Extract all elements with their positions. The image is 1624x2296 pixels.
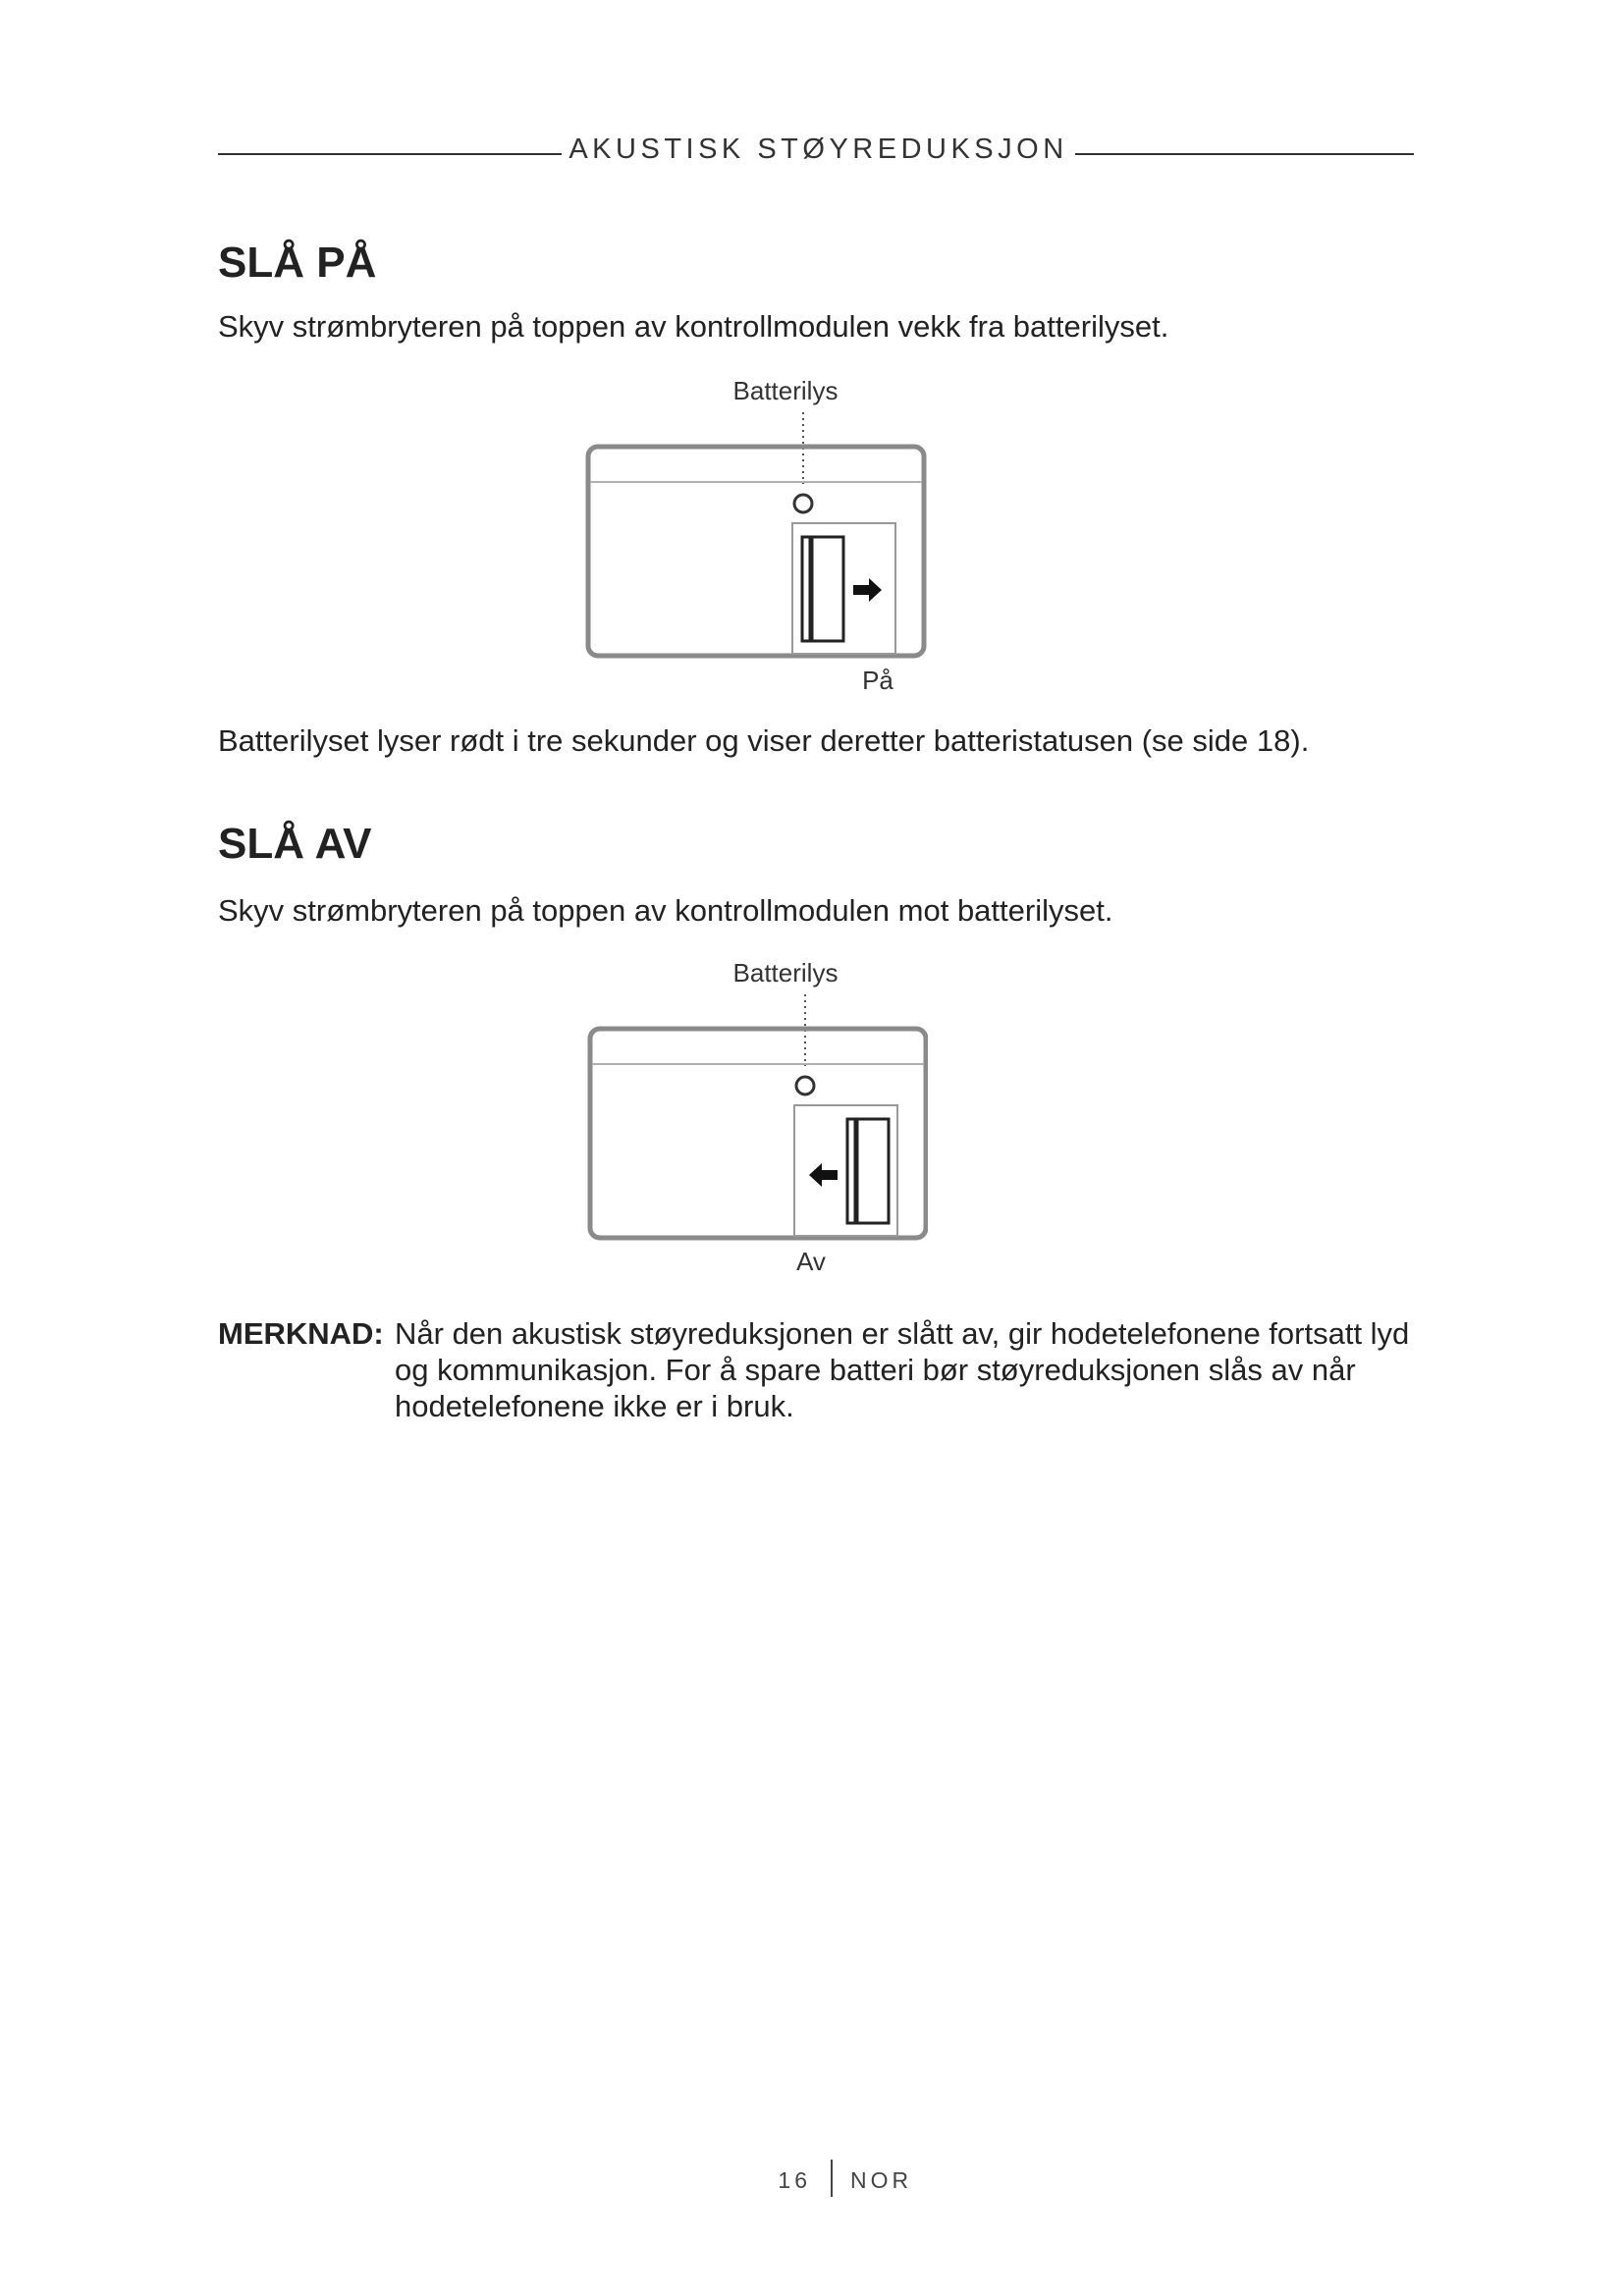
battery-status-text: Batterilyset lyser rødt i tre sekunder og viser deretter batteristatusen (se side 18). <box>218 723 1310 758</box>
language-code: NOR <box>850 2167 913 2193</box>
header-rule-right <box>1075 153 1414 155</box>
power-off-instruction: Skyv strømbryteren på toppen av kontrollmodulen mot batterilyset. <box>218 893 1113 928</box>
page-footer <box>0 2160 1624 2199</box>
battery-light-label: Batterilys <box>732 958 839 988</box>
power-off-diagram <box>574 950 928 1284</box>
battery-light-icon <box>796 1077 814 1095</box>
note-text: Når den akustisk støyreduksjonen er slått av, gir hodetelefonene fortsatt lyd og kommunikasjon. For å spare batteri bør støyreduksjonen slås av når hodetelefonene ikke er i bruk. <box>395 1316 1410 1423</box>
power-on-diagram <box>574 368 928 702</box>
power-switch <box>802 537 843 641</box>
battery-light-label: Batterilys <box>732 376 839 405</box>
section-title: AKUSTISK STØYREDUKSJON <box>568 133 1068 165</box>
header-rule-left <box>218 153 562 155</box>
battery-light-icon <box>794 495 812 512</box>
heading-power-off: SLÅ AV <box>218 820 372 868</box>
power-switch <box>847 1119 889 1223</box>
page-number: 16 <box>778 2167 811 2193</box>
note-label: MERKNAD: <box>218 1316 384 1351</box>
switch-on-label: På <box>862 666 893 695</box>
power-on-instruction: Skyv strømbryteren på toppen av kontrollmodulen vekk fra batterilyset. <box>218 309 1169 344</box>
footer-divider <box>831 2160 833 2197</box>
switch-off-label: Av <box>796 1247 826 1276</box>
heading-power-on: SLÅ PÅ <box>218 239 377 287</box>
